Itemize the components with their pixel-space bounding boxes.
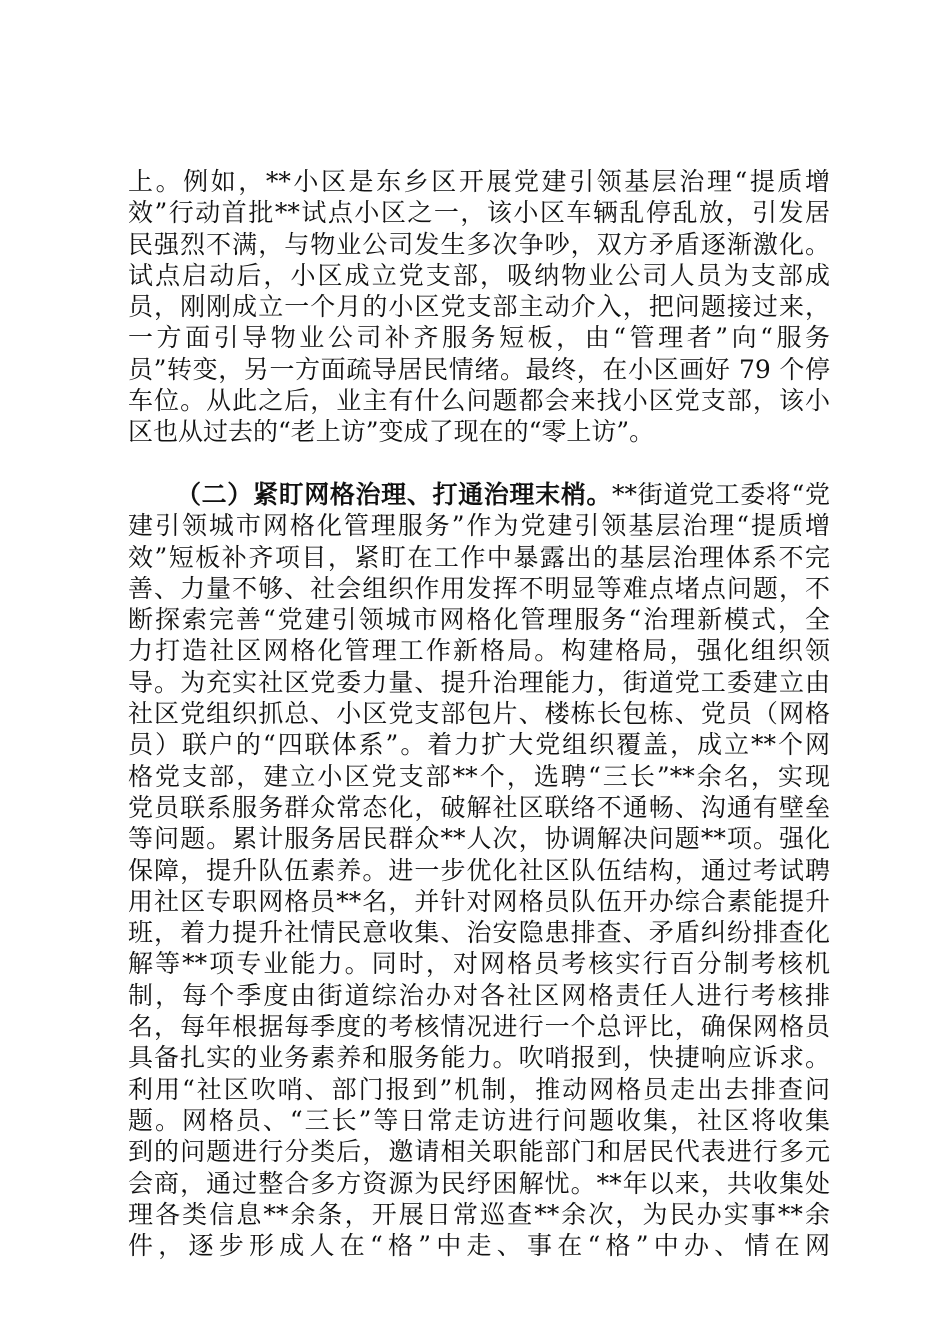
text-line: 导。为充实社区党委力量、提升治理能力，街道党工委建立由 (128, 667, 830, 697)
text-line: 名，每年根据每季度的考核情况进行一个总评比，确保网格员 (128, 1012, 830, 1042)
text-line: 用社区专职网格员**名，并针对网格员队伍开办综合素能提升 (128, 886, 830, 916)
heading-continuation: **街道党工委将“党 (612, 479, 830, 509)
text-line: 员”转变，另一方面疏导居民情绪。最终，在小区画好 79 个停 (128, 354, 830, 384)
text-line: 件，逐步形成人在“格”中走、事在“格”中办、情在网 (128, 1231, 830, 1261)
text-line: 试点启动后，小区成立党支部，吸纳物业公司人员为支部成 (128, 260, 830, 290)
text-line: 员）联户的“四联体系”。着力扩大党组织覆盖，成立**个网 (128, 730, 830, 760)
text-line: 保障，提升队伍素养。进一步优化社区队伍结构，通过考试聘 (128, 855, 830, 885)
text-line: 效”短板补齐项目，紧盯在工作中暴露出的基层治理体系不完 (128, 542, 830, 572)
text-line: 车位。从此之后，业主有什么问题都会来找小区党支部，该小 (128, 386, 830, 416)
text-line: 利用“社区吹哨、部门报到”机制，推动网格员走出去排查问 (128, 1074, 830, 1104)
paragraph-gap (128, 448, 830, 479)
text-line: 社区党组织抓总、小区党支部包片、楼栋长包栋、党员（网格 (128, 699, 830, 729)
text-line: 民强烈不满，与物业公司发生多次争吵，双方矛盾逐渐激化。 (128, 229, 830, 259)
text-line: 善、力量不够、社会组织作用发挥不明显等难点堵点问题，不 (128, 573, 830, 603)
text-line: 效”行动首批**试点小区之一，该小区车辆乱停乱放，引发居 (128, 198, 830, 228)
text-line: 区也从过去的“老上访”变成了现在的“零上访”。 (128, 417, 655, 447)
text-line: 党员联系服务群众常态化，破解社区联络不通畅、沟通有壁垒 (128, 792, 830, 822)
text-line: 解等**项专业能力。同时，对网格员考核实行百分制考核机 (128, 949, 830, 979)
text-line: 到的问题进行分类后，邀请相关职能部门和居民代表进行多元 (128, 1137, 830, 1167)
text-line: 题。网格员、“三长”等日常走访进行问题收集，社区将收集 (128, 1105, 830, 1135)
text-line: 上。例如，**小区是东乡区开展党建引领基层治理“提质增 (128, 167, 830, 196)
text-line: 员，刚刚成立一个月的小区党支部主动介入，把问题接过来， (128, 292, 830, 322)
text-line: 制，每个季度由街道综治办对各社区网格责任人进行考核排 (128, 980, 830, 1010)
document-page (128, 166, 830, 1261)
text-line: 格党支部，建立小区党支部**个，选聘“三长”**余名，实现 (128, 761, 830, 791)
paragraph-2 (128, 479, 830, 1261)
paragraph-2-first-line (128, 479, 830, 510)
text-line: 一方面引导物业公司补齐服务短板，由“管理者”向“服务 (128, 323, 830, 353)
text-line: 建引领城市网格化管理服务”作为党建引领基层治理“提质增 (128, 511, 830, 541)
text-line: 具备扎实的业务素养和服务能力。吹哨报到，快捷响应诉求。 (128, 1043, 830, 1073)
text-line: 断探索完善“党建引领城市网格化管理服务“治理新模式，全 (128, 605, 830, 635)
paragraph-1 (128, 166, 830, 448)
section-heading: （二）紧盯网格治理、打通治理末梢。 (176, 479, 613, 509)
text-line: 会商，通过整合多方资源为民纾困解忧。**年以来，共收集处 (128, 1168, 830, 1198)
text-line: 等问题。累计服务居民群众**人次，协调解决问题**项。强化 (128, 824, 830, 854)
text-line: 班，着力提升社情民意收集、治安隐患排查、矛盾纠纷排查化 (128, 918, 830, 948)
text-line: 力打造社区网格化管理工作新格局。构建格局，强化组织领 (128, 636, 830, 666)
text-line: 理各类信息**余条，开展日常巡查**余次，为民办实事**余 (128, 1199, 830, 1229)
